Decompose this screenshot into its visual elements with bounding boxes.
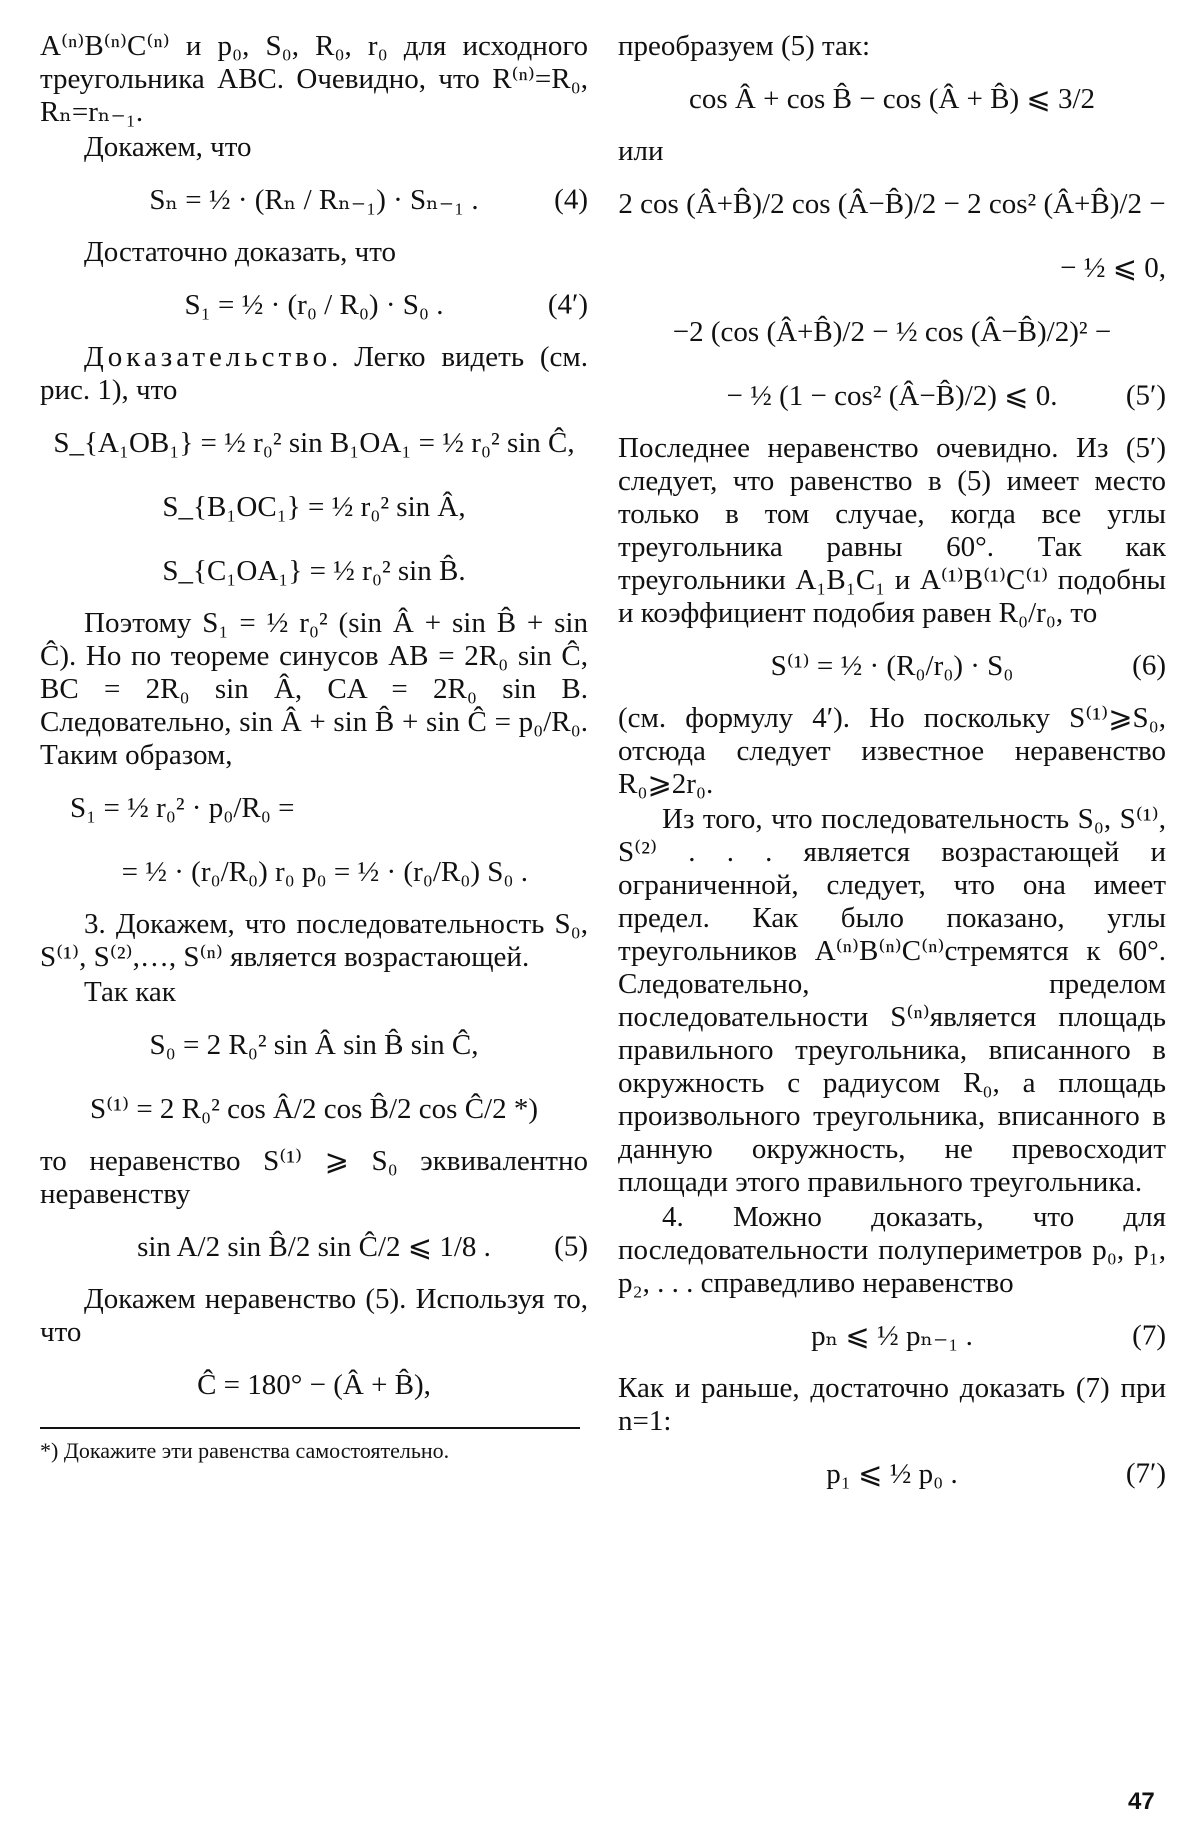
equation-s1-second-body: = ½ · (r₀/R₀) r₀ p₀ = ½ · (r₀/R₀) S₀ .: [121, 855, 528, 888]
equation-5: [40, 1219, 588, 1275]
equation-b1: [618, 176, 1166, 232]
paragraph-equivalent: то неравенство S⁽¹⁾ ⩾ S₀ эквивалентно неравенству: [40, 1145, 588, 1210]
paragraph-sequence-limit: Из того, что последовательность S₀, S⁽¹⁾, S⁽²⁾ . . . является возрастающей и ограниченной, следует, что она имеет предел. Как было показано, углы треугольников A⁽ⁿ⁾B⁽ⁿ⁾C⁽ⁿ⁾стремятся к 60°. Следовательно, пределом последовательности S⁽ⁿ⁾является площадь правильного треугольника, вписанного в окружность с радиусом R₀, а площадь произвольного треугольника, вписанного в данную окружность, не превосходит площади этого правильного треугольника.: [618, 803, 1166, 1198]
equation-s1-second: [40, 844, 588, 900]
page-number: 47: [1128, 1788, 1155, 1815]
paragraph-see-formula: (см. формулу 4′). Но поскольку S⁽¹⁾⩾S₀, отсюда следует известное неравенство R₀⩾2r₀.: [618, 702, 1166, 800]
paragraph-or: или: [618, 135, 664, 167]
paragraph-prove: Докажем, что: [84, 131, 252, 163]
paragraph-proof: [40, 341, 588, 407]
equation-area-c1oa1: [40, 543, 588, 599]
equation-5-prime-body: − ½ (1 − cos² (Â−B̂)/2) ⩽ 0.: [726, 379, 1058, 412]
equation-b2-body: − ½ ⩽ 0,: [1060, 251, 1166, 284]
equation-s0: [40, 1017, 588, 1073]
footnote-rule: [40, 1427, 580, 1429]
equation-7-tag: (7): [1132, 1319, 1166, 1352]
equation-6-body: S⁽¹⁾ = ½ · (R₀/r₀) · S₀: [770, 649, 1014, 682]
equation-7-prime: [618, 1446, 1166, 1502]
paragraph-as-before: Как и раньше, достаточно доказать (7) при n=1:: [618, 1372, 1166, 1437]
equation-s1-first-body: S₁ = ½ r₀² · p₀/R₀ =: [70, 791, 295, 824]
equation-cos-sum: [618, 71, 1166, 127]
equation-s1-cos-body: S⁽¹⁾ = 2 R₀² cos Â/2 cos B̂/2 cos Ĉ/2 *): [90, 1092, 538, 1125]
equation-c-angle-body: Ĉ = 180° − (Â + B̂),: [197, 1368, 431, 1401]
equation-6: [618, 638, 1166, 694]
equation-area-a1ob1-body: S_{A₁OB₁} = ½ r₀² sin B₁OA₁ = ½ r₀² sin Ĉ,: [53, 426, 575, 459]
equation-s1-cos: [40, 1081, 588, 1137]
equation-b3: [618, 304, 1166, 360]
left-column: [40, 30, 588, 1467]
paragraph-obvious: Последнее неравенство очевидно. Из (5′) следует, что равенство в (5) имеет место только в том случае, когда все углы треугольника равны 60°. Так как треугольники A₁B₁C₁ и A⁽¹⁾B⁽¹⁾C⁽¹⁾ подобны и коэффициент подобия равен R₀/r₀, то: [618, 432, 1166, 629]
equation-5-prime: [618, 368, 1166, 424]
equation-5-tag: (5): [554, 1230, 588, 1263]
equation-5-body: sin A/2 sin B̂/2 sin Ĉ/2 ⩽ 1/8 .: [137, 1230, 491, 1263]
paragraph-transform: преобразуем (5) так:: [618, 30, 871, 62]
equation-b1-body: 2 cos (Â+B̂)/2 cos (Â−B̂)/2 − 2 cos² (Â+B̂)/2 −: [618, 187, 1166, 220]
paragraph-sufficient: Достаточно доказать, что: [84, 236, 397, 268]
equation-area-b1oc1: [40, 479, 588, 535]
equation-7: [618, 1308, 1166, 1364]
equation-b2: [618, 240, 1166, 296]
equation-4-prime-tag: (4′): [547, 288, 588, 321]
equation-s0-body: S₀ = 2 R₀² sin Â sin B̂ sin Ĉ,: [149, 1028, 479, 1061]
equation-7-prime-tag: (7′): [1125, 1457, 1166, 1490]
equation-7-body: pₙ ⩽ ½ pₙ₋₁ .: [811, 1319, 973, 1352]
equation-7-prime-body: p₁ ⩽ ½ p₀ .: [826, 1457, 958, 1490]
equation-4-prime: [40, 277, 588, 333]
equation-area-b1oc1-body: S_{B₁OC₁} = ½ r₀² sin Â,: [162, 490, 466, 523]
proof-text: . Легко видеть (см. рис. 1), что: [40, 341, 588, 406]
right-column: [618, 30, 1166, 1510]
equation-4-tag: (4): [554, 183, 588, 216]
equation-area-c1oa1-body: S_{C₁OA₁} = ½ r₀² sin B̂.: [162, 554, 466, 587]
equation-6-tag: (6): [1132, 649, 1166, 682]
paragraph-since: Так как: [84, 976, 176, 1008]
equation-area-a1ob1: [40, 415, 588, 471]
equation-4-prime-body: S₁ = ½ · (r₀ / R₀) · S₀ .: [184, 288, 444, 321]
equation-c-angle: [40, 1357, 588, 1413]
equation-4-body: Sₙ = ½ · (Rₙ / Rₙ₋₁) · Sₙ₋₁ .: [149, 183, 479, 216]
equation-5-prime-tag: (5′): [1125, 379, 1166, 412]
paragraph-item-3: 3. Докажем, что последовательность S₀, S⁽¹⁾, S⁽²⁾,…, S⁽ⁿ⁾ является возрастающей.: [40, 908, 588, 973]
proof-heading: Доказательство: [84, 341, 332, 373]
paragraph-intro: A⁽ⁿ⁾B⁽ⁿ⁾C⁽ⁿ⁾ и p₀, S₀, R₀, r₀ для исходного треугольника ABC. Очевидно, что R⁽ⁿ⁾=R₀, Rₙ=rₙ₋₁.: [40, 30, 588, 128]
equation-4: [40, 172, 588, 228]
footnote: *) Докажите эти равенства самостоятельно.: [40, 1438, 450, 1463]
equation-s1-first: [40, 780, 588, 836]
equation-b3-body: −2 (cos (Â+B̂)/2 − ½ cos (Â−B̂)/2)² −: [672, 315, 1112, 348]
paragraph-prove-5: Докажем неравенство (5). Используя то, что: [40, 1283, 588, 1348]
equation-cos-sum-body: cos Â + cos B̂ − cos (Â + B̂) ⩽ 3/2: [688, 82, 1096, 115]
paragraph-sine-theorem: Поэтому S₁ = ½ r₀² (sin Â + sin B̂ + sin Ĉ). Но по теореме синусов AB = 2R₀ sin Ĉ, BC = 2R₀ sin Â, CA = 2R₀ sin B. Следовательно, sin Â + sin B̂ + sin Ĉ = p₀/R₀. Таким образом,: [40, 607, 588, 771]
paragraph-item-4: 4. Можно доказать, что для последовательности полупериметров p₀, p₁, p₂, . . . справедливо неравенство: [618, 1201, 1166, 1299]
